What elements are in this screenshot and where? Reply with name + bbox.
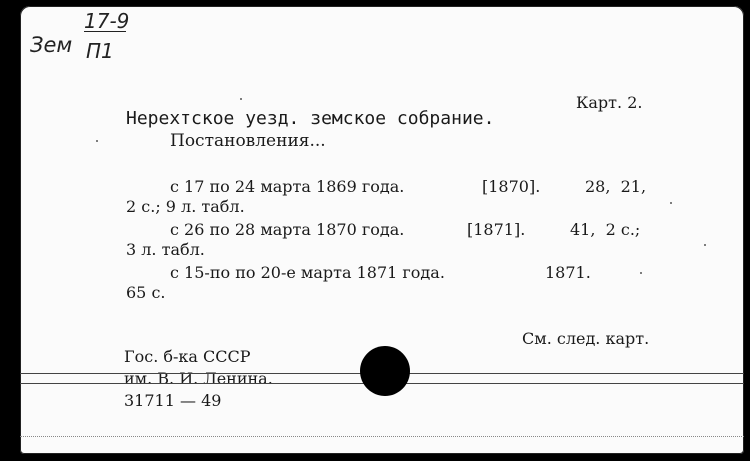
- entry-1-year: [1870].: [482, 177, 541, 196]
- card-subheading: Постановления...: [170, 131, 326, 151]
- entry-1-dates: с 17 по 24 марта 1869 года.: [170, 177, 405, 196]
- handwritten-fraction-bar: [84, 31, 126, 32]
- entry-1-pages: 28, 21,: [585, 177, 647, 196]
- library-line-3: 31711 — 49: [124, 391, 222, 410]
- speck: [96, 140, 98, 142]
- handwritten-denominator: П1: [86, 39, 114, 63]
- see-next-card: См. след. карт.: [522, 329, 650, 348]
- speck: [670, 202, 672, 204]
- entry-2-extent: 3 л. табл.: [126, 240, 205, 259]
- card-number: Карт. 2.: [576, 93, 643, 112]
- speck: [640, 272, 642, 274]
- entry-2-pages: 41, 2 с.;: [570, 220, 641, 239]
- entry-2-year: [1871].: [467, 220, 526, 239]
- entry-3-dates: с 15-по по 20-е марта 1871 года.: [170, 263, 445, 282]
- entry-2-dates: с 26 по 28 марта 1870 года.: [170, 220, 405, 239]
- bottom-rule: [20, 436, 744, 437]
- speck: [704, 244, 706, 246]
- card-heading: Нерехтское уезд. земское собрание.: [126, 108, 495, 129]
- library-line-1: Гос. б-ка СССР: [124, 347, 251, 366]
- entry-3-year: 1871.: [545, 263, 591, 282]
- handwritten-left-word: Зем: [30, 33, 73, 57]
- handwritten-top-number: 17-9: [84, 9, 130, 33]
- punch-hole: [360, 346, 410, 396]
- speck: [240, 98, 242, 100]
- entry-3-extent: 65 с.: [126, 283, 166, 302]
- entry-1-extent: 2 с.; 9 л. табл.: [126, 197, 245, 216]
- library-line-2: им. В. И. Ленина.: [124, 369, 273, 388]
- catalog-card: [20, 6, 744, 454]
